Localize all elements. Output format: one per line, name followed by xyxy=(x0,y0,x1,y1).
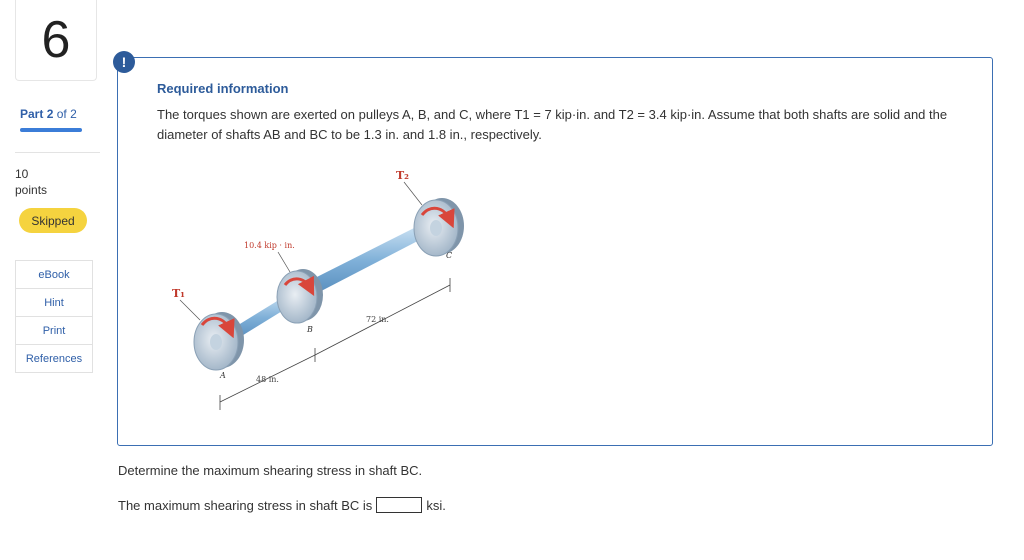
part-sep: of xyxy=(56,107,67,121)
required-info-heading: Required information xyxy=(157,81,289,96)
tools-panel xyxy=(15,260,93,373)
shaft-pulley-figure xyxy=(160,160,490,410)
pulley-b xyxy=(277,269,323,334)
part-current: 2 xyxy=(46,107,54,121)
label-a: A xyxy=(220,371,226,380)
pulley-c xyxy=(414,198,464,260)
label-torque-b: 10.4 kip · in. xyxy=(244,241,295,250)
answer-prefix: The maximum shearing stress in shaft BC is xyxy=(118,497,373,513)
divider xyxy=(15,152,100,153)
part-progress-bar xyxy=(20,128,82,132)
label-b: B xyxy=(307,325,313,334)
alert-icon: ! xyxy=(113,51,135,73)
points-label: points xyxy=(15,183,48,197)
print-link[interactable]: Print xyxy=(16,317,92,345)
points-value: 10 xyxy=(15,167,29,181)
answer-unit: ksi. xyxy=(426,497,446,513)
problem-description: The torques shown are exerted on pulleys A, B, and C, where T1 = 7 kip·in. and T2 = 3.4 kip·in. Assume that both shafts are solid and the diameter of shafts AB and BC to be 1.3 in. and 1.8 in., respectively. xyxy=(157,107,948,142)
hint-link[interactable]: Hint xyxy=(16,289,92,317)
status-badge[interactable]: Skipped xyxy=(19,208,87,233)
label-len-ab: 48 in. xyxy=(256,375,279,384)
references-link[interactable]: References xyxy=(25,352,83,365)
part-total: 2 xyxy=(70,107,77,121)
question-text: Determine the maximum shearing stress in shaft BC. xyxy=(118,463,423,478)
question-number: 6 xyxy=(41,11,71,69)
label-c: C xyxy=(446,251,453,260)
label-len-bc: 72 in. xyxy=(366,315,389,324)
answer-row xyxy=(118,497,446,513)
ebook-link[interactable]: eBook xyxy=(16,261,92,289)
label-t2: T₂ xyxy=(396,169,410,182)
pulley-a xyxy=(194,312,244,380)
answer-input[interactable] xyxy=(376,497,422,513)
part-indicator xyxy=(20,107,77,121)
label-t1: T₁ xyxy=(172,287,186,300)
question-number-box xyxy=(15,0,97,81)
part-label: Part xyxy=(20,107,44,121)
